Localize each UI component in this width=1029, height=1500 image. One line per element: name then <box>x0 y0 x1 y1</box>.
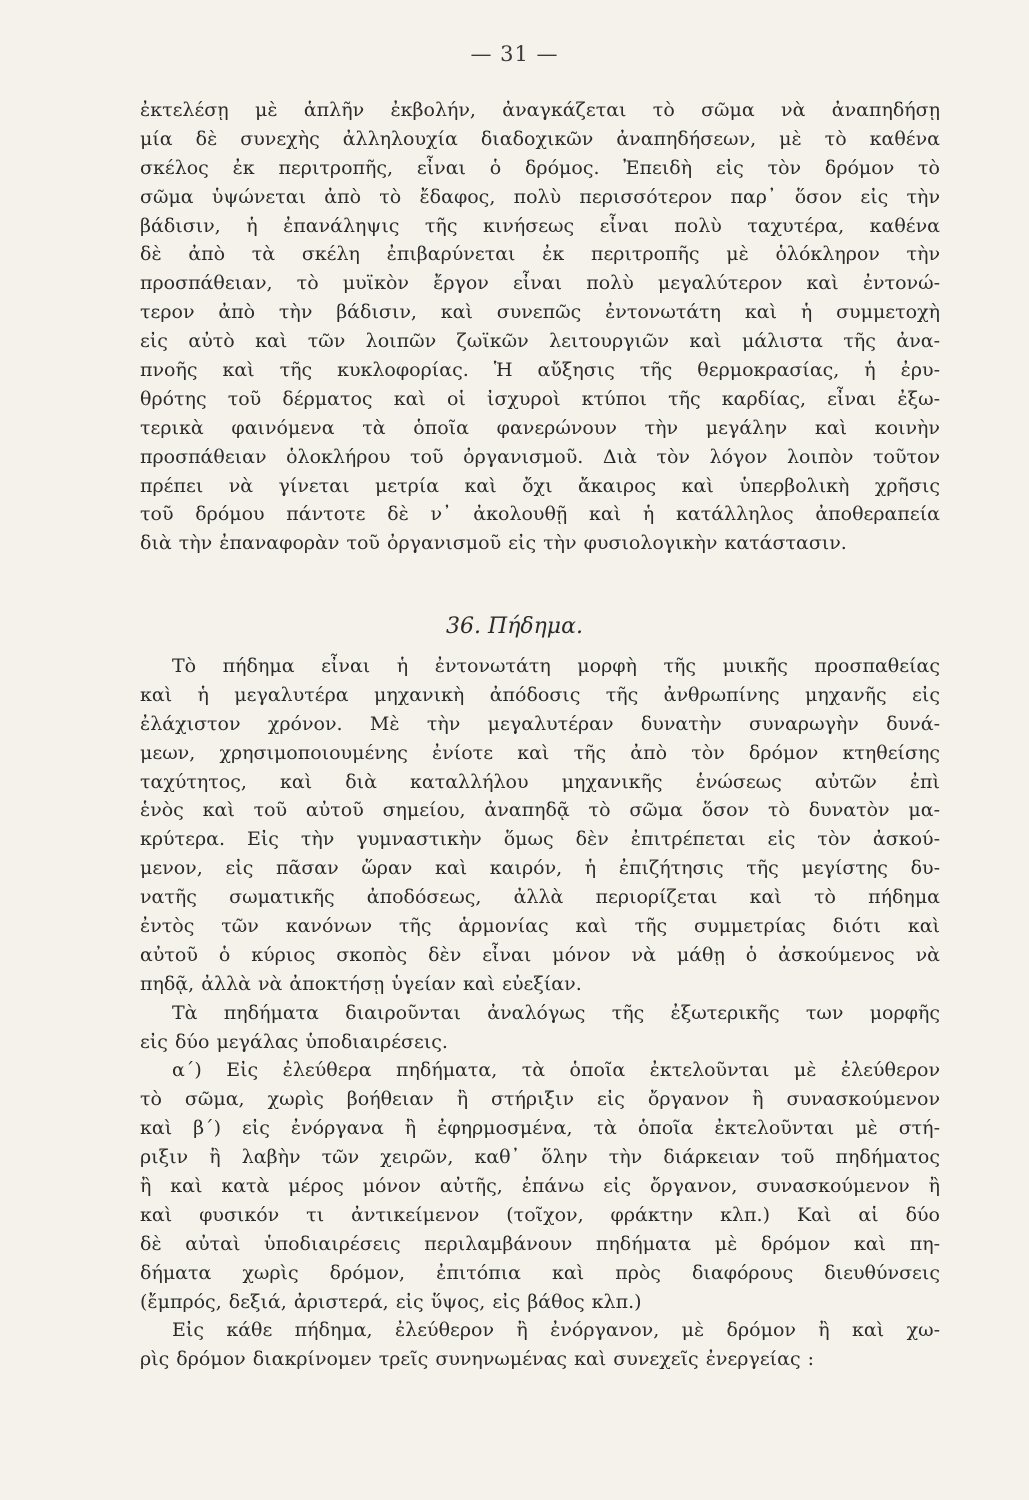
text-line: τερικὰ φαινόμενα τὰ ὁποῖα φανερώνουν τὴν μεγάλην καὶ κοινὴν <box>140 416 940 439</box>
text-line: βάδισιν, ἡ ἐπανάληψις τῆς κινήσεως εἶναι πολὺ ταχυτέρα, καθένα <box>140 214 940 237</box>
text-line: θρότης τοῦ δέρματος καὶ οἱ ἰσχυροὶ κτύποι τῆς καρδίας, εἶναι ἐξω- <box>140 387 940 410</box>
text-line: ἑνὸς καὶ τοῦ αὐτοῦ σημείου, ἀναπηδᾷ τὸ σῶμα ὅσον τὸ δυνατὸν μα- <box>140 799 940 822</box>
text-line: ριξιν ἢ λαβὴν τῶν χειρῶν, καθ᾽ ὅλην τὴν διάρκειαν τοῦ πηδήματος <box>140 1146 940 1169</box>
text-line: ἐντὸς τῶν κανόνων τῆς ἁρμονίας καὶ τῆς συμμετρίας διότι καὶ <box>140 915 940 938</box>
text-line: πνοῆς καὶ τῆς κυκλοφορίας. Ἡ αὔξησις τῆς θερμοκρασίας, ἡ ἐρυ- <box>140 359 940 382</box>
text-line: τὸ σῶμα, χωρὶς βοήθειαν ἢ στήριξιν εἰς ὄργανον ἢ συνασκούμενον <box>140 1088 940 1111</box>
text-line: δὲ ἀπὸ τὰ σκέλη ἐπιβαρύνεται ἐκ περιτροπῆς μὲ ὁλόκληρον τὴν <box>140 243 940 266</box>
text-line: δὲ αὐταὶ ὑποδιαιρέσεις περιλαμβάνουν πηδήματα μὲ δρόμον καὶ πη- <box>140 1232 940 1255</box>
text-line: εἰς δύο μεγάλας ὑποδιαιρέσεις. <box>140 1030 448 1053</box>
text-line: δήματα χωρὶς δρόμον, ἐπιτόπια καὶ πρὸς διαφόρους διευθύνσεις <box>140 1261 940 1284</box>
text-line: καὶ φυσικόν τι ἀντικείμενον (τοῖχον, φράκτην κλπ.) Καὶ αἱ δύο <box>140 1203 940 1226</box>
section-heading: 36. Πήδημα. <box>446 614 583 639</box>
text-line: ρὶς δρόμον διακρίνομεν τρεῖς συνηνωμένας καὶ συνεχεῖς ἐνεργείας : <box>140 1348 815 1371</box>
text-line: Εἰς κάθε πήδημα, ἐλεύθερον ἢ ἐνόργανον, μὲ δρόμον ἢ καὶ χω- <box>172 1319 940 1342</box>
text-line: καὶ β΄) εἰς ἐνόργανα ἢ ἐφηρμοσμένα, τὰ ὁποῖα ἐκτελοῦνται μὲ στή- <box>140 1117 940 1140</box>
text-line: κρύτερα. Εἰς τὴν γυμναστικὴν ὅμως δὲν ἐπιτρέπεται εἰς τὸν ἀσκού- <box>140 828 940 851</box>
section-body <box>140 652 940 1374</box>
text-line: τερον ἀπὸ τὴν βάδισιν, καὶ συνεπῶς ἐντονωτάτη καὶ ἡ συμμετοχὴ <box>140 301 940 324</box>
text-line: Τὰ πηδήματα διαιροῦνται ἀναλόγως τῆς ἐξωτερικῆς των μορφῆς <box>172 1001 940 1024</box>
paragraph-running-text <box>140 96 940 558</box>
text-line: ἐλάχιστον χρόνον. Μὲ τὴν μεγαλυτέραν δυνατὴν συναρωγὴν δυνά- <box>140 712 940 735</box>
text-line: προσπάθειαν, τὸ μυϊκὸν ἔργον εἶναι πολὺ μεγαλύτερον καὶ ἐντονώ- <box>140 272 940 295</box>
text-line: Τὸ πήδημα εἶναι ἡ ἐντονωτάτη μορφὴ τῆς μυικῆς προσπαθείας <box>172 655 940 677</box>
text-line: σῶμα ὑψώνεται ἀπὸ τὸ ἔδαφος, πολὺ περισσότερον παρ᾽ ὅσον εἰς τὴν <box>140 185 940 208</box>
text-line: ἢ καὶ κατὰ μέρος μόνον αὐτῆς, ἐπάνω εἰς ὄργανον, συνασκούμενον ἢ <box>140 1175 940 1198</box>
text-line: (ἔμπρός, δεξιά, ἀριστερά, εἰς ὕψος, εἰς βάθος κλπ.) <box>140 1290 642 1313</box>
text-line: νατῆς σωματικῆς ἀποδόσεως, ἀλλὰ περιορίζεται καὶ τὸ πήδημα <box>140 886 940 909</box>
text-line: πηδᾷ, ἀλλὰ νὰ ἀποκτήσῃ ὑγείαν καὶ εὐεξίαν. <box>140 972 582 995</box>
page-number: — 31 — <box>470 42 559 66</box>
text-line: ταχύτητος, καὶ διὰ καταλλήλου μηχανικῆς ἑνώσεως αὐτῶν ἐπὶ <box>140 770 940 793</box>
text-line: μενον, εἰς πᾶσαν ὥραν καὶ καιρόν, ἡ ἐπιζήτησις τῆς μεγίστης δυ- <box>140 857 940 880</box>
text-line: αὐτοῦ ὁ κύριος σκοπὸς δὲν εἶναι μόνον νὰ μάθῃ ὁ ἀσκούμενος νὰ <box>140 943 940 966</box>
text-line: καὶ ἡ μεγαλυτέρα μηχανικὴ ἀπόδοσις τῆς ἀνθρωπίνης μηχανῆς εἰς <box>140 683 940 706</box>
text-line: διὰ τὴν ἐπαναφορὰν τοῦ ὀργανισμοῦ εἰς τὴν φυσιολογικὴν κατάστασιν. <box>140 532 847 555</box>
text-line: α΄) Εἰς ἐλεύθερα πηδήματα, τὰ ὁποῖα ἐκτελοῦνται μὲ ἐλεύθερον <box>172 1059 940 1082</box>
text-line: μία δὲ συνεχὴς ἀλληλουχία διαδοχικῶν ἀναπηδήσεων, μὲ τὸ καθένα <box>140 127 940 150</box>
text-line: τοῦ δρόμου πάντοτε δὲ ν᾽ ἀκολουθῇ καὶ ἡ κατάλληλος ἀποθεραπεία <box>140 503 940 526</box>
text-line: σκέλος ἐκ περιτροπῆς, εἶναι ὁ δρόμος. Ἐπειδὴ εἰς τὸν δρόμον τὸ <box>140 156 940 179</box>
text-line: μεων, χρησιμοποιουμένης ἐνίοτε καὶ τῆς ἀπὸ τὸν δρόμον κτηθείσης <box>140 741 940 764</box>
text-line: προσπάθειαν ὁλοκλήρου τοῦ ὀργανισμοῦ. Διὰ τὸν λόγον λοιπὸν τοῦτον <box>140 445 940 468</box>
text-line: ἐκτελέσῃ μὲ ἁπλῆν ἐκβολήν, ἀναγκάζεται τὸ σῶμα νὰ ἀναπηδήσῃ <box>140 99 940 121</box>
text-line: εἰς αὐτὸ καὶ τῶν λοιπῶν ζωϊκῶν λειτουργιῶν καὶ μάλιστα τῆς ἀνα- <box>140 330 940 353</box>
text-line: πρέπει νὰ γίνεται μετρία καὶ ὄχι ἄκαιρος καὶ ὑπερβολικὴ χρῆσις <box>140 474 940 497</box>
